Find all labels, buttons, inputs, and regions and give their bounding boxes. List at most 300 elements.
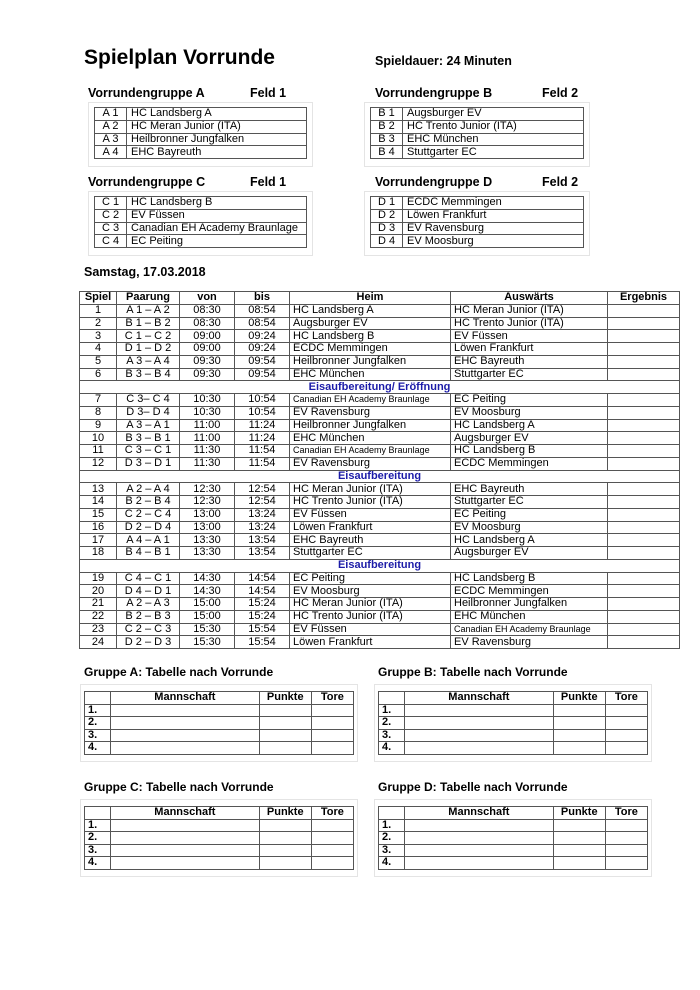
col-punkte: Punkte <box>553 692 605 705</box>
team-code: B 3 <box>371 133 403 146</box>
game-end: 14:54 <box>235 572 290 585</box>
result-cell[interactable] <box>608 496 680 509</box>
break-label: Eisaufbereitung <box>80 470 680 483</box>
col-punkte: Punkte <box>553 807 605 820</box>
col-tore: Tore <box>311 807 353 820</box>
home-team: EV Füssen <box>290 623 451 636</box>
points-cell[interactable] <box>553 742 605 755</box>
points-cell[interactable] <box>259 742 311 755</box>
goals-cell[interactable] <box>311 717 353 730</box>
team-code: D 2 <box>371 209 403 222</box>
game-row <box>80 419 680 432</box>
away-team: Augsburger EV <box>451 547 608 560</box>
col-heim: Heim <box>290 292 451 305</box>
team-row <box>95 133 307 146</box>
game-row <box>80 483 680 496</box>
game-pairing: D 3– D 4 <box>117 406 180 419</box>
col-tore: Tore <box>605 807 647 820</box>
game-start: 14:30 <box>180 585 235 598</box>
team-code: C 3 <box>95 222 127 235</box>
group-team-table <box>94 196 307 248</box>
team-row <box>95 235 307 248</box>
game-pairing: A 2 – A 3 <box>117 598 180 611</box>
game-row <box>80 508 680 521</box>
game-pairing: C 3– C 4 <box>117 394 180 407</box>
result-cell[interactable] <box>608 457 680 470</box>
standings-row <box>379 844 648 857</box>
team-cell[interactable] <box>111 832 260 845</box>
game-start: 13:00 <box>180 521 235 534</box>
group-team-table <box>370 196 584 248</box>
game-number: 17 <box>80 534 117 547</box>
result-cell[interactable] <box>608 304 680 317</box>
game-end: 08:54 <box>235 304 290 317</box>
game-start: 09:30 <box>180 355 235 368</box>
goals-cell[interactable] <box>605 857 647 870</box>
result-cell[interactable] <box>608 317 680 330</box>
away-team: EV Ravensburg <box>451 636 608 649</box>
game-pairing: B 1 – B 2 <box>117 317 180 330</box>
team-name: Canadian EH Academy Braunlage <box>127 222 307 235</box>
team-cell[interactable] <box>111 819 260 832</box>
team-name: ECDC Memmingen <box>403 197 584 210</box>
col-mannschaft: Mannschaft <box>111 807 260 820</box>
away-team: HC Landsberg A <box>451 534 608 547</box>
team-code: A 2 <box>95 120 127 133</box>
col-rank <box>379 807 405 820</box>
rank-label: 4. <box>379 742 405 755</box>
team-cell[interactable] <box>111 717 260 730</box>
result-cell[interactable] <box>608 406 680 419</box>
standings-table <box>84 691 354 755</box>
home-team: Löwen Frankfurt <box>290 521 451 534</box>
team-code: B 4 <box>371 146 403 159</box>
game-end: 11:24 <box>235 419 290 432</box>
team-row <box>95 222 307 235</box>
game-number: 6 <box>80 368 117 381</box>
break-row <box>80 381 680 394</box>
game-row <box>80 343 680 356</box>
standings-row <box>379 857 648 870</box>
group-title: Vorrundengruppe C <box>88 175 206 189</box>
rank-label: 3. <box>85 729 111 742</box>
goals-cell[interactable] <box>605 717 647 730</box>
goals-cell[interactable] <box>311 844 353 857</box>
game-pairing: D 4 – D 1 <box>117 585 180 598</box>
result-cell[interactable] <box>608 368 680 381</box>
team-cell[interactable] <box>111 857 260 870</box>
rank-label: 2. <box>85 717 111 730</box>
group-title: Vorrundengruppe D <box>375 175 493 189</box>
team-code: D 4 <box>371 235 403 248</box>
result-cell[interactable] <box>608 610 680 623</box>
group-team-table <box>94 107 307 159</box>
game-pairing: A 1 – A 2 <box>117 304 180 317</box>
points-cell[interactable] <box>553 819 605 832</box>
points-cell[interactable] <box>553 857 605 870</box>
result-cell[interactable] <box>608 432 680 445</box>
game-number: 12 <box>80 457 117 470</box>
game-start: 13:30 <box>180 534 235 547</box>
team-name: HC Meran Junior (ITA) <box>127 120 307 133</box>
standings-row <box>379 832 648 845</box>
game-pairing: A 3 – A 4 <box>117 355 180 368</box>
goals-cell[interactable] <box>311 729 353 742</box>
game-end: 09:24 <box>235 343 290 356</box>
result-cell[interactable] <box>608 508 680 521</box>
standings-table <box>84 806 354 870</box>
game-number: 19 <box>80 572 117 585</box>
goals-cell[interactable] <box>311 857 353 870</box>
goals-cell[interactable] <box>311 832 353 845</box>
game-row <box>80 636 680 649</box>
col-ergebnis: Ergebnis <box>608 292 680 305</box>
away-team: EHC München <box>451 610 608 623</box>
away-team: Canadian EH Academy Braunlage <box>451 623 608 636</box>
team-row <box>95 108 307 121</box>
col-paarung: Paarung <box>117 292 180 305</box>
home-team: Stuttgarter EC <box>290 547 451 560</box>
away-team: EV Moosburg <box>451 406 608 419</box>
game-row <box>80 304 680 317</box>
standings-row <box>85 729 354 742</box>
away-team: EHC Bayreuth <box>451 355 608 368</box>
game-pairing: D 3 – D 1 <box>117 457 180 470</box>
group-field: Feld 2 <box>542 86 579 100</box>
team-cell[interactable] <box>405 819 554 832</box>
rank-label: 4. <box>85 742 111 755</box>
home-team: HC Meran Junior (ITA) <box>290 483 451 496</box>
standings-header-row <box>85 807 354 820</box>
game-start: 08:30 <box>180 304 235 317</box>
game-number: 2 <box>80 317 117 330</box>
game-row <box>80 547 680 560</box>
team-name: Stuttgarter EC <box>403 146 584 159</box>
home-team: Canadian EH Academy Braunlage <box>290 394 451 407</box>
result-cell[interactable] <box>608 534 680 547</box>
standings-header-row <box>379 692 648 705</box>
rank-label: 4. <box>379 857 405 870</box>
game-end: 09:54 <box>235 368 290 381</box>
points-cell[interactable] <box>553 717 605 730</box>
rank-label: 2. <box>85 832 111 845</box>
col-auswaerts: Auswärts <box>451 292 608 305</box>
goals-cell[interactable] <box>605 819 647 832</box>
team-name: EV Füssen <box>127 209 307 222</box>
game-number: 21 <box>80 598 117 611</box>
game-end: 10:54 <box>235 406 290 419</box>
away-team: HC Landsberg B <box>451 445 608 458</box>
goals-cell[interactable] <box>605 704 647 717</box>
break-label: Eisaufbereitung <box>80 559 680 572</box>
group-field: Feld 1 <box>250 86 287 100</box>
goals-cell[interactable] <box>311 704 353 717</box>
rank-label: 3. <box>379 729 405 742</box>
group-title: Vorrundengruppe A <box>88 86 205 100</box>
standings-row <box>85 717 354 730</box>
result-cell[interactable] <box>608 445 680 458</box>
col-mannschaft: Mannschaft <box>405 807 554 820</box>
game-row <box>80 406 680 419</box>
game-start: 13:00 <box>180 508 235 521</box>
goals-cell[interactable] <box>605 844 647 857</box>
points-cell[interactable] <box>553 729 605 742</box>
standings-header-row <box>85 692 354 705</box>
team-code: A 3 <box>95 133 127 146</box>
game-end: 11:54 <box>235 445 290 458</box>
team-name: HC Landsberg A <box>127 108 307 121</box>
points-cell[interactable] <box>553 704 605 717</box>
game-start: 14:30 <box>180 572 235 585</box>
game-end: 13:24 <box>235 521 290 534</box>
game-end: 15:54 <box>235 623 290 636</box>
rank-label: 2. <box>379 717 405 730</box>
team-code: C 4 <box>95 235 127 248</box>
standings-row <box>379 742 648 755</box>
game-number: 13 <box>80 483 117 496</box>
standings-row <box>85 832 354 845</box>
standings-title: Gruppe B: Tabelle nach Vorrunde <box>378 665 568 679</box>
game-row <box>80 521 680 534</box>
schedule-table <box>79 291 680 649</box>
game-pairing: B 2 – B 3 <box>117 610 180 623</box>
game-number: 9 <box>80 419 117 432</box>
points-cell[interactable] <box>259 729 311 742</box>
team-cell[interactable] <box>405 717 554 730</box>
team-code: A 4 <box>95 146 127 159</box>
result-cell[interactable] <box>608 419 680 432</box>
standings-title: Gruppe D: Tabelle nach Vorrunde <box>378 780 568 794</box>
team-row <box>371 120 584 133</box>
home-team: EV Füssen <box>290 508 451 521</box>
goals-cell[interactable] <box>311 819 353 832</box>
home-team: EC Peiting <box>290 572 451 585</box>
team-row <box>95 146 307 159</box>
rank-label: 1. <box>85 704 111 717</box>
game-row <box>80 496 680 509</box>
team-cell[interactable] <box>405 857 554 870</box>
team-cell[interactable] <box>405 729 554 742</box>
game-row <box>80 445 680 458</box>
game-row <box>80 534 680 547</box>
away-team: HC Landsberg A <box>451 419 608 432</box>
group-field: Feld 1 <box>250 175 287 189</box>
standings-table <box>378 806 648 870</box>
page-title: Spielplan Vorrunde <box>84 46 275 69</box>
result-cell[interactable] <box>608 355 680 368</box>
result-cell[interactable] <box>608 623 680 636</box>
game-pairing: C 2 – C 4 <box>117 508 180 521</box>
game-end: 09:24 <box>235 330 290 343</box>
team-cell[interactable] <box>111 729 260 742</box>
game-number: 24 <box>80 636 117 649</box>
game-duration: Spieldauer: 24 Minuten <box>375 54 512 68</box>
game-end: 15:24 <box>235 610 290 623</box>
game-start: 10:30 <box>180 406 235 419</box>
team-name: EHC Bayreuth <box>127 146 307 159</box>
result-cell[interactable] <box>608 585 680 598</box>
home-team: Heilbronner Jungfalken <box>290 355 451 368</box>
game-pairing: B 3 – B 1 <box>117 432 180 445</box>
game-pairing: A 2 – A 4 <box>117 483 180 496</box>
game-number: 22 <box>80 610 117 623</box>
rank-label: 2. <box>379 832 405 845</box>
game-number: 3 <box>80 330 117 343</box>
goals-cell[interactable] <box>311 742 353 755</box>
game-start: 15:30 <box>180 636 235 649</box>
result-cell[interactable] <box>608 572 680 585</box>
points-cell[interactable] <box>259 844 311 857</box>
points-cell[interactable] <box>259 857 311 870</box>
standings-box <box>80 799 358 877</box>
game-pairing: B 2 – B 4 <box>117 496 180 509</box>
standings-row <box>379 704 648 717</box>
standings-row <box>85 704 354 717</box>
standings-row <box>379 819 648 832</box>
schedule-date: Samstag, 17.03.2018 <box>84 265 206 279</box>
game-row <box>80 368 680 381</box>
game-number: 16 <box>80 521 117 534</box>
game-pairing: D 2 – D 4 <box>117 521 180 534</box>
game-number: 4 <box>80 343 117 356</box>
game-number: 23 <box>80 623 117 636</box>
result-cell[interactable] <box>608 330 680 343</box>
game-start: 12:30 <box>180 483 235 496</box>
points-cell[interactable] <box>259 819 311 832</box>
game-start: 15:30 <box>180 623 235 636</box>
game-start: 09:30 <box>180 368 235 381</box>
game-end: 15:24 <box>235 598 290 611</box>
col-tore: Tore <box>311 692 353 705</box>
rank-label: 3. <box>379 844 405 857</box>
team-row <box>371 209 584 222</box>
result-cell[interactable] <box>608 636 680 649</box>
schedule-header-row <box>80 292 680 305</box>
game-row <box>80 457 680 470</box>
result-cell[interactable] <box>608 394 680 407</box>
standings-row <box>85 857 354 870</box>
team-cell[interactable] <box>405 844 554 857</box>
away-team: Stuttgarter EC <box>451 496 608 509</box>
col-punkte: Punkte <box>259 807 311 820</box>
goals-cell[interactable] <box>605 729 647 742</box>
standings-header-row <box>379 807 648 820</box>
standings-box <box>80 684 358 762</box>
game-start: 10:30 <box>180 394 235 407</box>
game-number: 15 <box>80 508 117 521</box>
game-number: 10 <box>80 432 117 445</box>
game-end: 12:54 <box>235 496 290 509</box>
away-team: HC Landsberg B <box>451 572 608 585</box>
team-name: Heilbronner Jungfalken <box>127 133 307 146</box>
points-cell[interactable] <box>259 717 311 730</box>
standings-table <box>378 691 648 755</box>
game-start: 09:00 <box>180 343 235 356</box>
home-team: HC Meran Junior (ITA) <box>290 598 451 611</box>
standings-row <box>379 717 648 730</box>
points-cell[interactable] <box>553 832 605 845</box>
away-team: Stuttgarter EC <box>451 368 608 381</box>
game-number: 1 <box>80 304 117 317</box>
game-row <box>80 317 680 330</box>
result-cell[interactable] <box>608 521 680 534</box>
col-tore: Tore <box>605 692 647 705</box>
game-number: 11 <box>80 445 117 458</box>
team-cell[interactable] <box>111 844 260 857</box>
standings-box <box>374 684 652 762</box>
game-end: 10:54 <box>235 394 290 407</box>
points-cell[interactable] <box>259 704 311 717</box>
game-end: 12:54 <box>235 483 290 496</box>
team-cell[interactable] <box>405 832 554 845</box>
result-cell[interactable] <box>608 343 680 356</box>
team-code: C 1 <box>95 197 127 210</box>
game-end: 11:54 <box>235 457 290 470</box>
team-cell[interactable] <box>111 704 260 717</box>
game-row <box>80 330 680 343</box>
home-team: HC Landsberg B <box>290 330 451 343</box>
team-name: Löwen Frankfurt <box>403 209 584 222</box>
game-number: 14 <box>80 496 117 509</box>
rank-label: 1. <box>379 704 405 717</box>
result-cell[interactable] <box>608 483 680 496</box>
standings-row <box>85 742 354 755</box>
away-team: EHC Bayreuth <box>451 483 608 496</box>
game-pairing: A 4 – A 1 <box>117 534 180 547</box>
group-team-box <box>88 191 313 256</box>
goals-cell[interactable] <box>605 742 647 755</box>
standings-row <box>85 844 354 857</box>
game-number: 5 <box>80 355 117 368</box>
team-name: EC Peiting <box>127 235 307 248</box>
standings-row <box>85 819 354 832</box>
points-cell[interactable] <box>553 844 605 857</box>
result-cell[interactable] <box>608 598 680 611</box>
team-code: D 1 <box>371 197 403 210</box>
team-name: HC Landsberg B <box>127 197 307 210</box>
home-team: EHC München <box>290 432 451 445</box>
standings-row <box>379 729 648 742</box>
team-row <box>371 235 584 248</box>
game-end: 11:24 <box>235 432 290 445</box>
team-row <box>371 146 584 159</box>
game-start: 08:30 <box>180 317 235 330</box>
standings-title: Gruppe A: Tabelle nach Vorrunde <box>84 665 274 679</box>
game-row <box>80 598 680 611</box>
team-cell[interactable] <box>111 742 260 755</box>
away-team: HC Meran Junior (ITA) <box>451 304 608 317</box>
result-cell[interactable] <box>608 547 680 560</box>
game-start: 13:30 <box>180 547 235 560</box>
away-team: ECDC Memmingen <box>451 585 608 598</box>
team-cell[interactable] <box>405 704 554 717</box>
home-team: EV Ravensburg <box>290 457 451 470</box>
group-team-box <box>88 102 313 167</box>
standings-title: Gruppe C: Tabelle nach Vorrunde <box>84 780 274 794</box>
game-pairing: B 4 – B 1 <box>117 547 180 560</box>
game-pairing: C 3 – C 1 <box>117 445 180 458</box>
team-cell[interactable] <box>405 742 554 755</box>
away-team: HC Trento Junior (ITA) <box>451 317 608 330</box>
game-row <box>80 623 680 636</box>
col-mannschaft: Mannschaft <box>405 692 554 705</box>
game-start: 09:00 <box>180 330 235 343</box>
goals-cell[interactable] <box>605 832 647 845</box>
team-code: C 2 <box>95 209 127 222</box>
home-team: HC Landsberg A <box>290 304 451 317</box>
points-cell[interactable] <box>259 832 311 845</box>
col-spiel: Spiel <box>80 292 117 305</box>
